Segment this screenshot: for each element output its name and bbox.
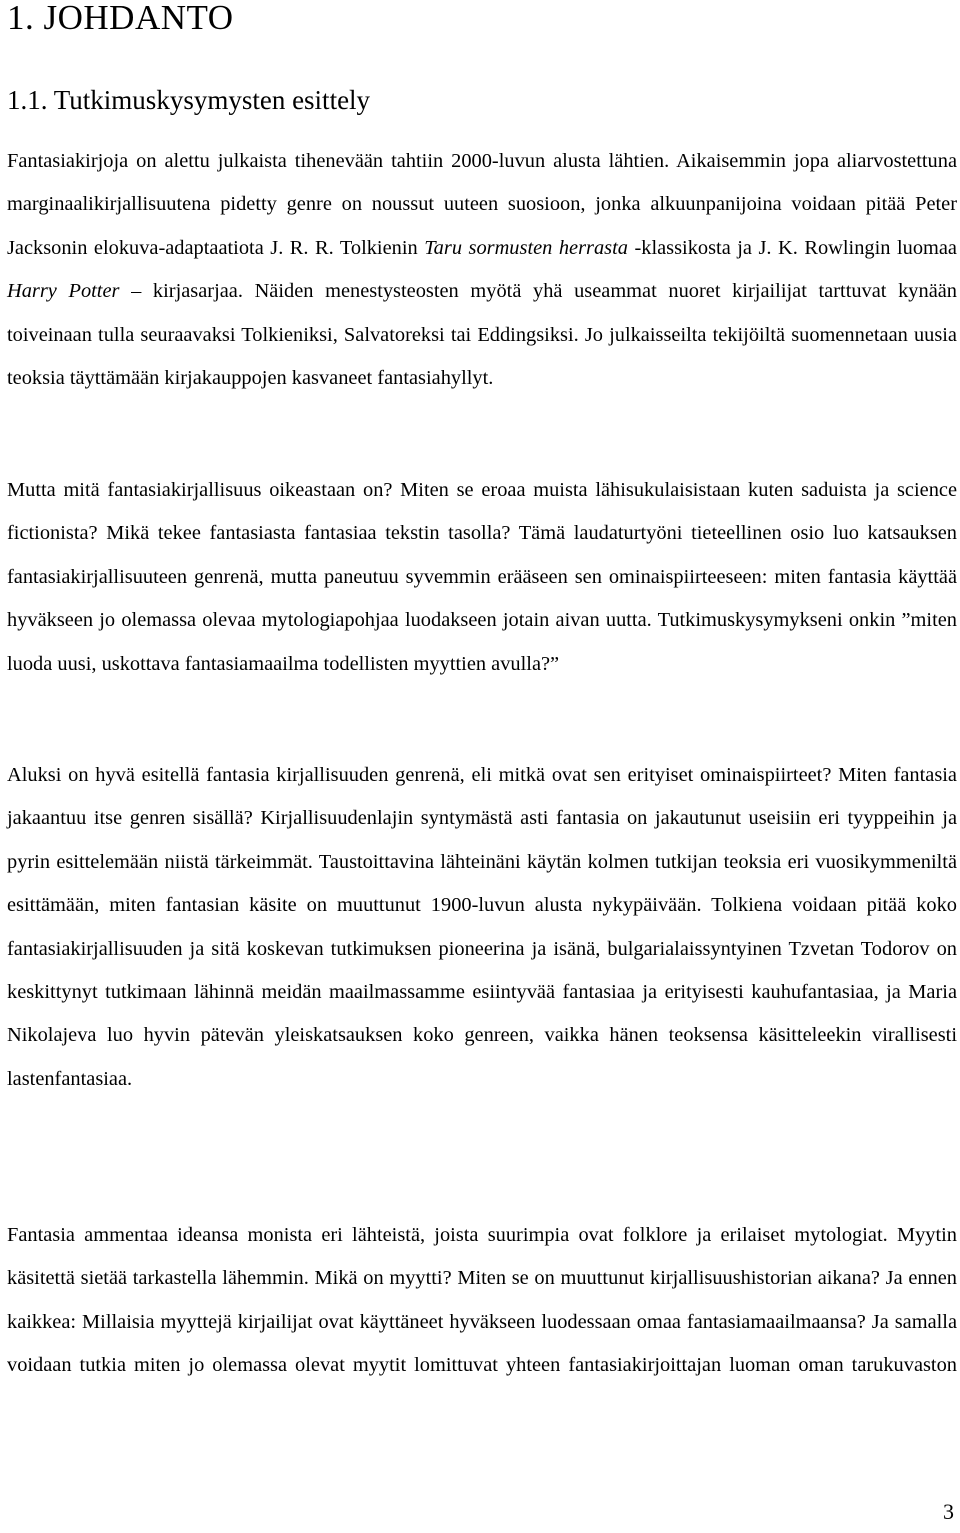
work-title-harry-potter: Harry Potter [7, 280, 120, 303]
work-title-taru: Taru sormusten herrasta [424, 236, 628, 259]
paragraph-1-text-a: Fantasiakirjoja on alettu julkaista tihenevään tahtiin 2000-luvun alusta lähtien. Aikaisemmin jopa aliarvostettuna marginaalikirjallisuutena pidetty genre on noussut uuteen suosioon, jonka alkuunpanijoina voidaan pitää Peter Jacksonin elokuva-adaptaatiota J. R. R. Tolkienin [7, 150, 957, 259]
section-heading: 1.1. Tutkimuskysymysten esittely [7, 85, 371, 115]
paragraph-1 [7, 140, 957, 400]
paragraph-1-text-c: – kirjasarjaa. Näiden menestysteosten myötä yhä useammat nuoret kirjailijat tarttuvat kynään toiveinaan tulla seuraavaksi Tolkieniksi, Salvatoreksi tai Eddingsiksi. Jo julkaisseilta tekijöiltä suomennetaan uusia teoksia täyttämään kirjakauppojen kasvaneet fantasiahyllyt. [7, 280, 957, 390]
paragraph-1-text-b: -klassikosta ja J. K. Rowlingin luomaa [627, 236, 957, 259]
paragraph-2: Mutta mitä fantasiakirjallisuus oikeastaan on? Miten se eroaa muista lähisukulaisistaan kuten saduista ja science fictionista? Mikä tekee fantasiasta fantasiaa tekstin tasolla? Tämä laudaturtyöni tieteellinen osio luo katsauksen fantasiakirjallisuuteen genrenä, mutta paneutuu syvemmin erääseen sen ominaispiirteeseen: miten fantasia käyttää hyväkseen jo olemassa olevaa mytologiapohjaa luodakseen jotain aivan uutta. Tutkimuskysymykseni onkin ”miten luoda uusi, uskottava fantasiamaailma todellisten myyttien avulla?” [7, 479, 957, 675]
paragraph-4: Fantasia ammentaa ideansa monista eri lähteistä, joista suurimpia ovat folklore ja erilaiset mytologiat. Myytin käsitettä sietää tarkastella lähemmin. Mikä on myytti? Miten se on muuttunut kirjallisuushistorian aikana? Ja ennen kaikkea: Millaisia myyttejä kirjailijat ovat käyttäneet hyväkseen luodessaan omaa fantasiamaailmaansa? Ja samalla voidaan tutkia miten jo olemassa olevat myytit lomittuvat yhteen fantasiakirjoittajan luoman oman tarukuvaston [7, 1224, 957, 1377]
paragraph-3: Aluksi on hyvä esitellä fantasia kirjallisuuden genrenä, eli mitkä ovat sen erityiset ominaispiirteet? Miten fantasia jakaantuu itse genren sisällä? Kirjallisuudenlajin syntymästä asti fantasia on jakautunut useisiin eri tyyppeihin ja pyrin esittelemään niistä tärkeimmät. Taustoittavina lähteinäni käytän kolmen tutkijan teoksia eri vuosikymmeniltä esittämään, miten fantasian käsite on muuttunut 1900-luvun alusta nykypäivään. Tolkiena voidaan pitää koko fantasiakirjallisuuden ja sitä koskevan tutkimuksen pioneerina ja isänä, bulgarialaissyntyinen Tzvetan Todorov on keskittynyt tutkimaan lähinnä meidän maailmassamme esiintyvää fantasiaa ja erityisesti kauhufantasiaa, ja Maria Nikolajeva luo hyvin pätevän yleiskatsauksen koko genreen, vaikka hänen teoksensa käsitteleekin virallisesti lastenfantasiaa. [7, 764, 957, 1090]
page-number: 3 [943, 1499, 954, 1524]
chapter-heading: 1. JOHDANTO [7, 0, 234, 37]
